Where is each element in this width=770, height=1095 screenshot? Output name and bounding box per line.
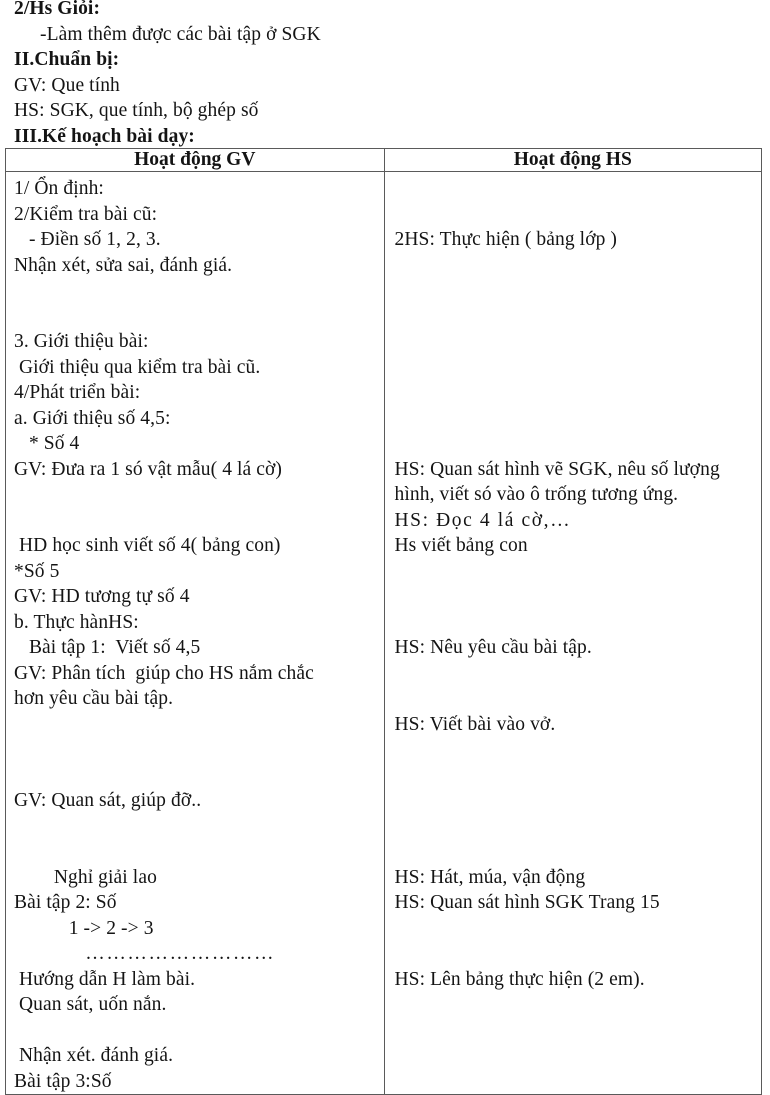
spacer-line [395, 584, 756, 610]
activity-line: Nhận xét. đánh giá. [14, 1045, 174, 1066]
preamble-line: II.Chuẩn bị: [14, 49, 120, 70]
activity-line: GV: Quan sát, giúp đỡ.. [14, 790, 202, 811]
activity-line: Hướng dẫn H làm bài. [14, 968, 196, 990]
spacer-line [395, 253, 756, 279]
activity-line: HS: Đọc 4 lá cờ,… [394, 509, 572, 531]
activity-line: Nghỉ giải lao [14, 866, 157, 888]
spacer-line [395, 610, 756, 636]
gv-lines-container [6, 172, 384, 1094]
lesson-plan-table [5, 148, 762, 1095]
spacer-line [395, 788, 756, 814]
activity-line: hơn yêu cầu bài tập. [14, 688, 174, 709]
preamble-block [0, 0, 770, 149]
activity-line: HD học sinh viết số 4( bảng con) [14, 535, 281, 556]
activity-line: a. Giới thiệu số 4,5: [14, 407, 171, 429]
spacer-line [395, 329, 756, 355]
spacer-line [395, 406, 756, 432]
activity-line: - Điền số 1, 2, 3. [14, 229, 161, 250]
spacer-line [395, 763, 756, 789]
spacer-line [395, 992, 756, 1018]
spacer-line [14, 278, 378, 304]
spacer-line [395, 737, 756, 763]
spacer-line [395, 839, 756, 865]
spacer-line [395, 380, 756, 406]
spacer-line [14, 763, 378, 789]
activity-line: HS: Quan sát hình SGK Trang 15 [394, 892, 660, 913]
activity-line: HS: Lên bảng thực hiện (2 em). [394, 968, 645, 990]
spacer-line [395, 278, 756, 304]
spacer-line [395, 304, 756, 330]
preamble-line: III.Kế hoạch bài dạy: [14, 125, 195, 147]
activity-line: HS: Hát, múa, vận động [394, 866, 586, 888]
activity-line: Bài tập 1: Viết số 4,5 [14, 637, 201, 658]
activity-line: GV: HD tương tự số 4 [14, 586, 190, 607]
spacer-line [395, 559, 756, 585]
table-header-row [6, 149, 762, 172]
spacer-line [395, 431, 756, 457]
activity-line: 2HS: Thực hiện ( bảng lớp ) [394, 229, 618, 250]
activity-line: HS: Quan sát hình vẽ SGK, nêu số lượng [394, 458, 720, 480]
activity-line: HS: Nêu yêu cầu bài tập. [394, 637, 592, 658]
cell-gv-activities [6, 172, 385, 1095]
activity-line: * Số 4 [14, 433, 80, 454]
spacer-line [14, 508, 378, 534]
preamble-line: GV: Que tính [14, 74, 120, 96]
activity-line: *Số 5 [14, 560, 60, 582]
activity-line: HS: Viết bài vào vở. [394, 713, 556, 735]
spacer-line [395, 176, 756, 202]
activity-line: GV: Phân tích giúp cho HS nắm chắc [14, 662, 314, 684]
activity-line: Giới thiệu qua kiểm tra bài cũ. [14, 356, 261, 378]
spacer-line [14, 712, 378, 738]
activity-line: Hs viết bảng con [394, 535, 528, 556]
activity-line: 1/ Ổn định: [14, 178, 104, 199]
activity-line: GV: Đưa ra 1 só vật mẫu( 4 lá cờ) [14, 458, 283, 480]
spacer-line [395, 661, 756, 687]
activity-line: b. Thực hànHS: [14, 611, 139, 633]
column-header-gv: Hoạt động GV [6, 149, 385, 172]
activity-line: Bài tập 3:Số [14, 1070, 112, 1092]
activity-line: 2/Kiểm tra bài cũ: [14, 203, 158, 225]
cell-hs-activities [384, 172, 762, 1095]
spacer-line [14, 304, 378, 330]
spacer-line [395, 202, 756, 228]
preamble-line: HS: SGK, que tính, bộ ghép số [14, 100, 259, 121]
spacer-line [395, 686, 756, 712]
spacer-line [14, 737, 378, 763]
activity-line: Quan sát, uốn nắn. [14, 994, 167, 1015]
activity-line: hình, viết só vào ô trống tương ứng. [394, 484, 679, 505]
table-body-row [6, 172, 762, 1095]
spacer-line [14, 814, 378, 840]
activity-line: Nhận xét, sửa sai, đánh giá. [14, 254, 233, 276]
spacer-line [395, 355, 756, 381]
activity-line: Bài tập 2: Số [14, 892, 117, 913]
spacer-line [14, 1018, 378, 1044]
spacer-line [395, 941, 756, 967]
column-header-hs: Hoạt động HS [384, 149, 762, 172]
activity-line: 1 -> 2 -> 3 [14, 917, 154, 939]
spacer-line [395, 916, 756, 942]
preamble-line: -Làm thêm được các bài tập ở SGK [40, 23, 321, 45]
activity-line: 4/Phát triển bài: [14, 382, 141, 403]
spacer-line [14, 482, 378, 508]
activity-line: 3. Giới thiệu bài: [14, 331, 149, 352]
spacer-line [395, 1018, 756, 1044]
activity-line: ……………………… [14, 943, 276, 964]
spacer-line [14, 839, 378, 865]
spacer-line [395, 814, 756, 840]
preamble-line: 2/Hs Giỏi: [14, 0, 101, 19]
spacer-line [395, 1043, 756, 1069]
hs-lines-container [385, 172, 762, 1069]
